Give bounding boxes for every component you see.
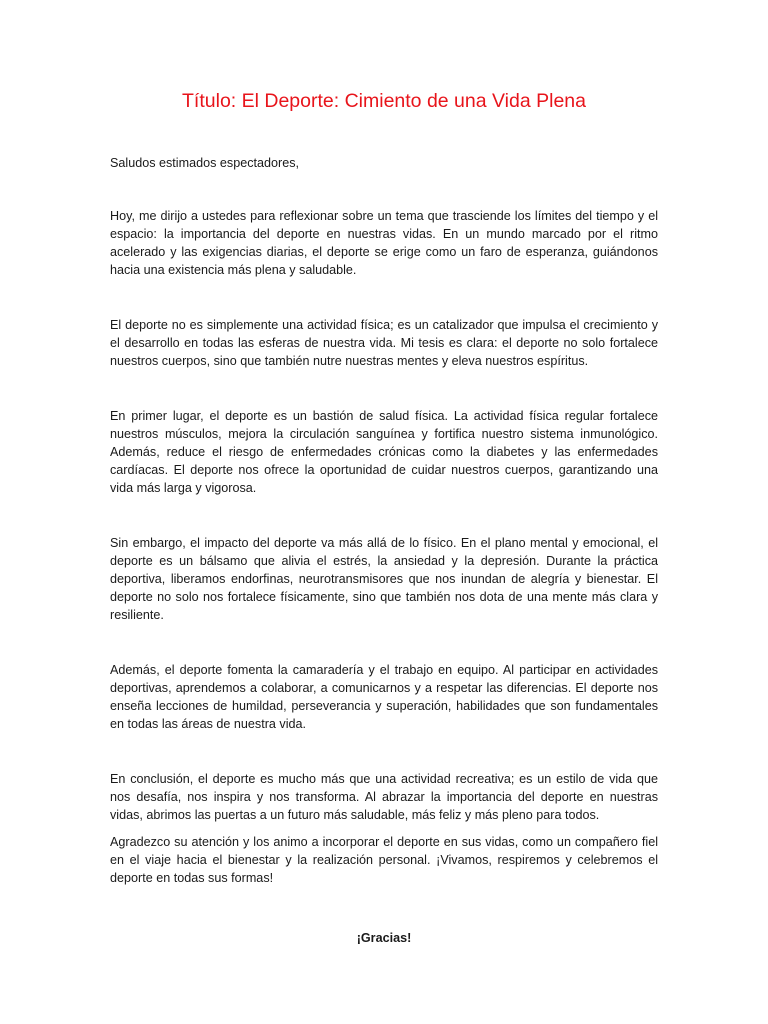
paragraph-mental-health: Sin embargo, el impacto del deporte va más allá de lo físico. En el plano mental y emocional, el deporte es un bálsamo que alivia el estrés, la ansiedad y la depresión. Durante la práctica deportiva, liberamos endorfinas, neurotransmisores que nos inundan de alegría y bienestar. El deporte no solo nos fortalece físicamente, sino que también nos dota de una mente más clara y resiliente. — [110, 536, 658, 622]
greeting: Saludos estimados espectadores, — [110, 156, 300, 170]
paragraph-thesis: El deporte no es simplemente una actividad física; es un catalizador que impulsa el crecimiento y el desarrollo en todas las esferas de nuestra vida. Mi tesis es clara: el deporte no solo fortalece nuestros cuerpos, sino que también nutre nuestras mentes y eleva nuestros espíritus. — [110, 318, 658, 368]
paragraph-conclusion: En conclusión, el deporte es mucho más que una actividad recreativa; es un estilo de vida que nos desafía, nos inspira y nos transforma. Al abrazar la importancia del deporte en nuestras vidas, abrimos las puertas a un futuro más saludable, más feliz y más pleno para todos. — [110, 772, 658, 822]
document-title: Título: El Deporte: Cimiento de una Vida Plena — [182, 90, 586, 112]
paragraph-physical-health: En primer lugar, el deporte es un bastión de salud física. La actividad física regular fortalece nuestros músculos, mejora la circulación sanguínea y fortifica nuestro sistema inmunológico. Además, reduce el riesgo de enfermedades crónicas como la diabetes y las enfermedades cardíacas. El deporte nos ofrece la oportunidad de cuidar nuestros cuerpos, garantizando una vida más larga y vigorosa. — [110, 409, 658, 495]
paragraph-teamwork: Además, el deporte fomenta la camaradería y el trabajo en equipo. Al participar en actividades deportivas, aprendemos a colaborar, a comunicarnos y a respetar las diferencias. El deporte nos enseña lecciones de humildad, perseverancia y superación, habilidades que son fundamentales en todas las áreas de nuestra vida. — [110, 663, 658, 731]
paragraph-thanks: Agradezco su atención y los animo a incorporar el deporte en sus vidas, como un compañero fiel en el viaje hacia el bienestar y la realización personal. ¡Vivamos, respiremos y celebremos el deporte en todas sus formas! — [110, 835, 658, 885]
paragraph-intro: Hoy, me dirijo a ustedes para reflexionar sobre un tema que trasciende los límites del tiempo y el espacio: la importancia del deporte en nuestras vidas. En un mundo marcado por el ritmo acelerado y las exigencias diarias, el deporte se erige como un faro de esperanza, guiándonos hacia una existencia más plena y saludable. — [110, 209, 658, 277]
closing-thanks: ¡Gracias! — [356, 931, 412, 945]
